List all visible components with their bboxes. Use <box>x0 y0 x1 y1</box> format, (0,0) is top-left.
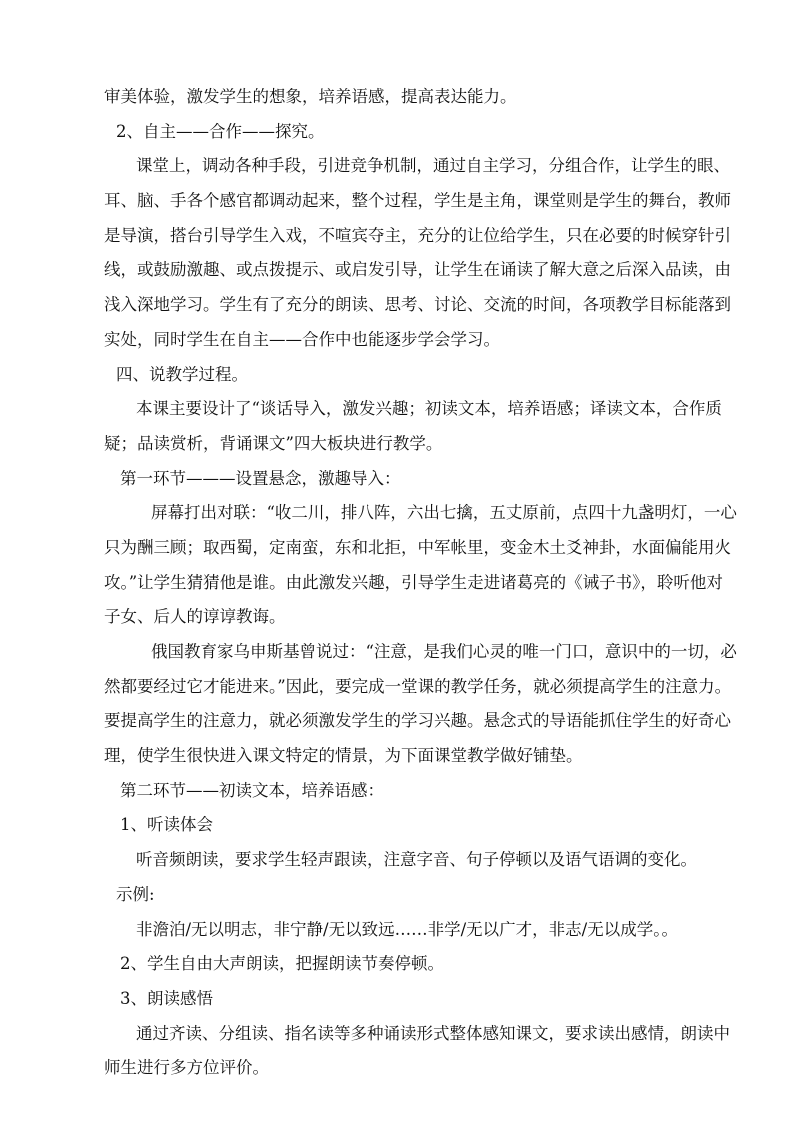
paragraph-line: 审美体验，激发学生的想象，培养语感，提高表达能力。 <box>104 87 517 106</box>
paragraph-line: 然都要经过它才能进来。”因此，要完成一堂课的教学任务，就必须提高学生的注意力。 <box>104 676 732 696</box>
example-text: 非澹泊/无以明志，非宁静/无以致远……非学/无以广才，非志/无以成学。。 <box>136 919 678 939</box>
paragraph-line: 浅入深地学习。学生有了充分的朗读、思考、讨论、交流的时间，各项教学目标能落到 <box>104 295 731 315</box>
paragraph-line: 本课主要设计了“谈话导入，激发兴趣；初读文本，培养语感；译读文本，合作质 <box>136 399 722 419</box>
paragraph-line: 耳、脑、手各个感官都调动起来，整个过程，学生是主角，课堂则是学生的舞台，教师 <box>104 191 731 211</box>
section-heading: 四、说教学过程。 <box>116 364 248 384</box>
paragraph-line: 师生进行多方位评价。 <box>104 1058 269 1078</box>
paragraph-line: 是导演，搭台引导学生入戏，不喧宾夺主，充分的让位给学生，只在必要的时候穿针引 <box>104 225 731 245</box>
paragraph-line: 通过齐读、分组读、指名读等多种诵读形式整体感知课文，要求读出感情，朗读中 <box>136 1023 730 1043</box>
section-heading: 第一环节———设置悬念，激趣导入： <box>120 468 401 488</box>
paragraph-line: 俄国教育家乌申斯基曾说过：“注意，是我们心灵的唯一门口，意识中的一切，必 <box>151 642 737 661</box>
paragraph-line: 要提高学生的注意力，就必须激发学生的学习兴趣。悬念式的导语能抓住学生的好奇心 <box>104 711 731 731</box>
paragraph-line: 屏幕打出对联：“收二川，排八阵，六出七擒，五丈原前，点四十九盏明灯，一心 <box>151 503 737 523</box>
section-heading: 第二环节——初读文本，培养语感： <box>120 780 384 800</box>
document-body <box>104 80 737 1086</box>
subsection-heading: 1、听读体会 <box>120 815 213 835</box>
subsection-heading: 3、朗读感悟 <box>120 988 213 1008</box>
paragraph-line: 课堂上，调动各种手段，引进竞争机制，通过自主学习，分组合作，让学生的眼、 <box>136 156 730 176</box>
paragraph-line: 理，使学生很快进入课文特定的情景，为下面课堂教学做好铺垫。 <box>104 746 583 766</box>
section-heading: 2、自主——合作——探究。 <box>116 121 325 141</box>
paragraph-line: 只为酬三顾；取西蜀，定南蛮，东和北拒，中军帐里，变金木土爻神卦，水面偏能用火 <box>104 537 731 557</box>
paragraph-line: 子女、后人的谆谆教诲。 <box>104 607 286 627</box>
paragraph-line: 攻。”让学生猜猜他是谁。由此激发兴趣，引导学生走进诸葛亮的《诫子书》，聆听他对 <box>104 572 723 592</box>
subsection-heading: 2、学生自由大声朗读，把握朗读节奏停顿。 <box>120 954 444 974</box>
paragraph-line: 疑；品读赏析，背诵课文”四大板块进行教学。 <box>104 433 443 453</box>
paragraph-line: 实处，同时学生在自主——合作中也能逐步学会学习。 <box>104 329 500 349</box>
paragraph-line: 线，或鼓励激趣、或点拨提示、或启发引导，让学生在诵读了解大意之后深入品读，由 <box>104 260 731 280</box>
paragraph-line: 听音频朗读，要求学生轻声跟读，注意字音、句子停顿以及语气语调的变化。 <box>136 850 697 870</box>
example-label: 示例: <box>116 884 155 904</box>
